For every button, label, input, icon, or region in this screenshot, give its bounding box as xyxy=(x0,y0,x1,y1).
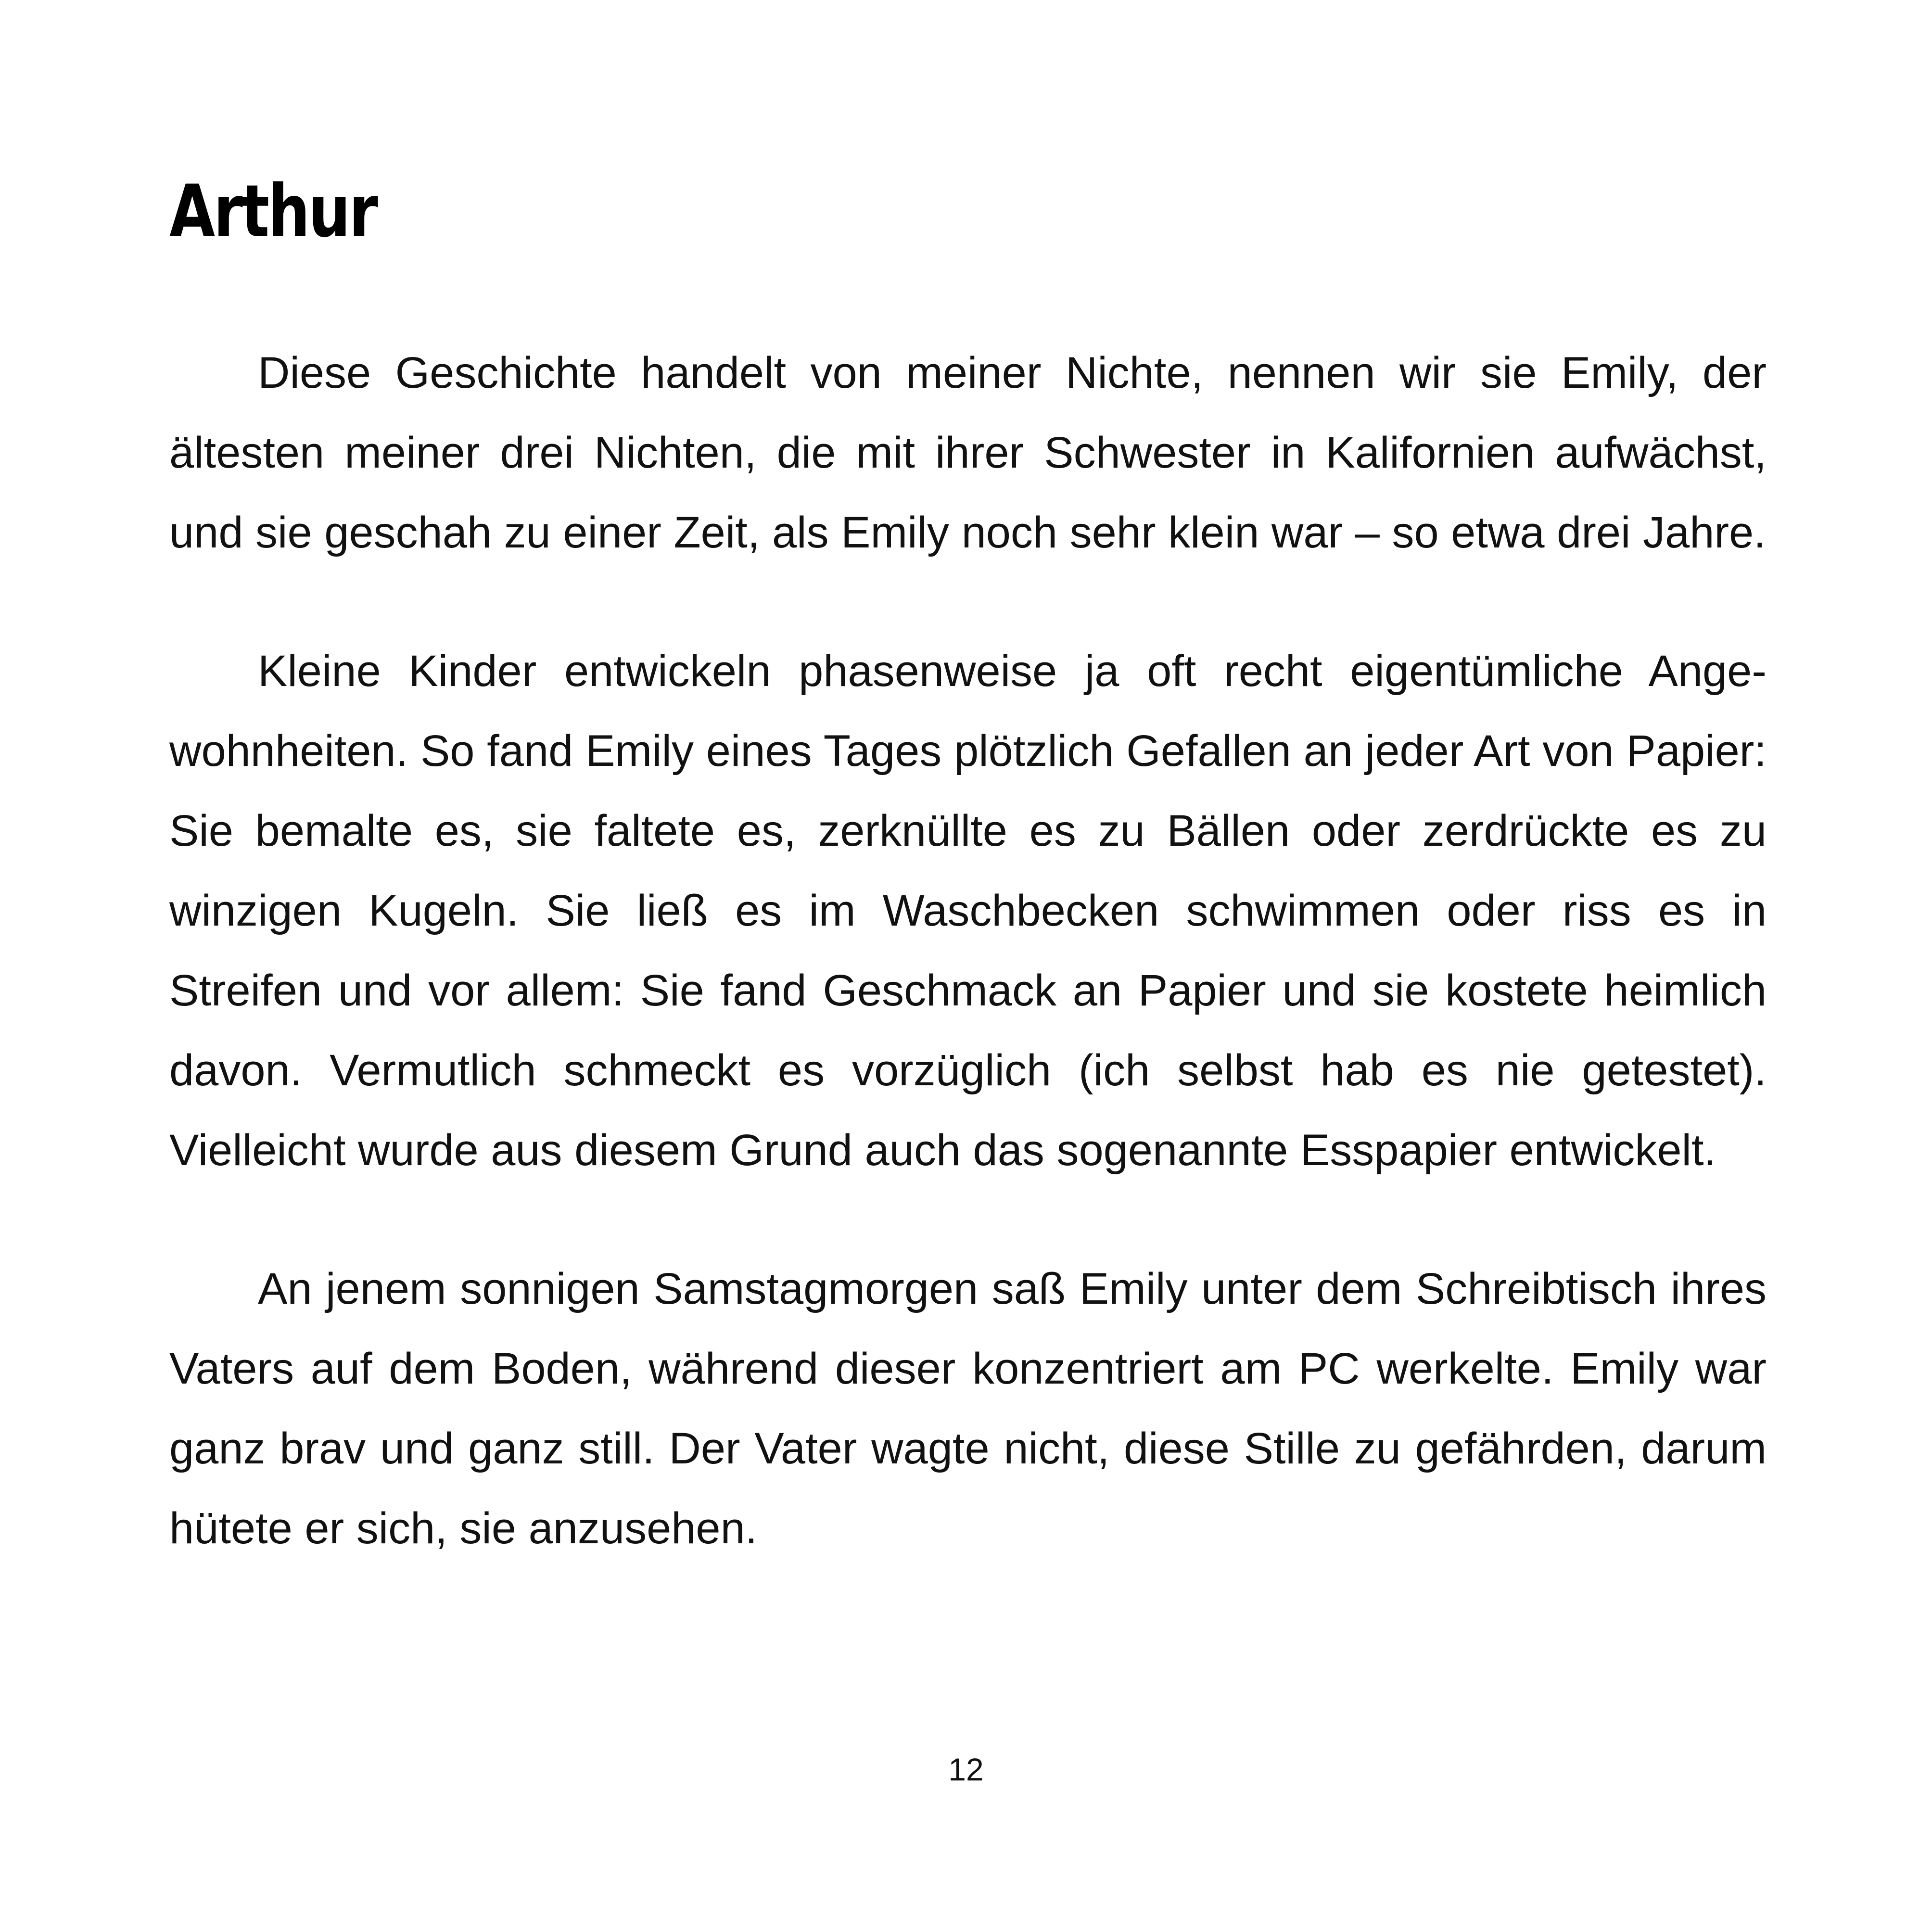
page-number: 12 xyxy=(948,1752,984,1787)
paragraph: An jenem sonnigen Samstagmorgen saß Emily unter dem Schreibtisch ihres Vaters auf dem Boden, während dieser konzentriert am PC werkelte. Emily war ganz brav und ganz still. Der Vater wagte nicht, diese Stille zu gefährden, darum hütete er sich, sie anzusehen. xyxy=(169,1264,1767,1553)
chapter-title: Arthur xyxy=(169,170,377,254)
body-text xyxy=(169,333,1767,1568)
paragraph: Kleine Kinder entwickeln phasenweise ja oft recht eigentümliche Angewohnheiten. So fand Emily eines Tages plötzlich Gefallen an jeder Art von Papier: Sie bemalte es, sie faltete es, zerknüllte es zu Bällen oder zerdrückte es zu winzigen Kugeln. Sie ließ es im Waschbecken schwimmen oder riss es in Streifen und vor allem: Sie fand Geschmack an Papier und sie kostete heimlich davon. Vermutlich schmeckt es vorzüglich (ich selbst hab es nie getestet). Vielleicht wurde aus diesem Grund auch das sogenannte Esspapier entwickelt. xyxy=(169,647,1767,1175)
paragraph: Diese Geschichte handelt von meiner Nichte, nennen wir sie Emily, der ältesten meiner drei Nichten, die mit ihrer Schwester in Kalifornien aufwächst, und sie geschah zu einer Zeit, als Emily noch sehr klein war – so etwa drei Jahre. xyxy=(169,348,1767,557)
